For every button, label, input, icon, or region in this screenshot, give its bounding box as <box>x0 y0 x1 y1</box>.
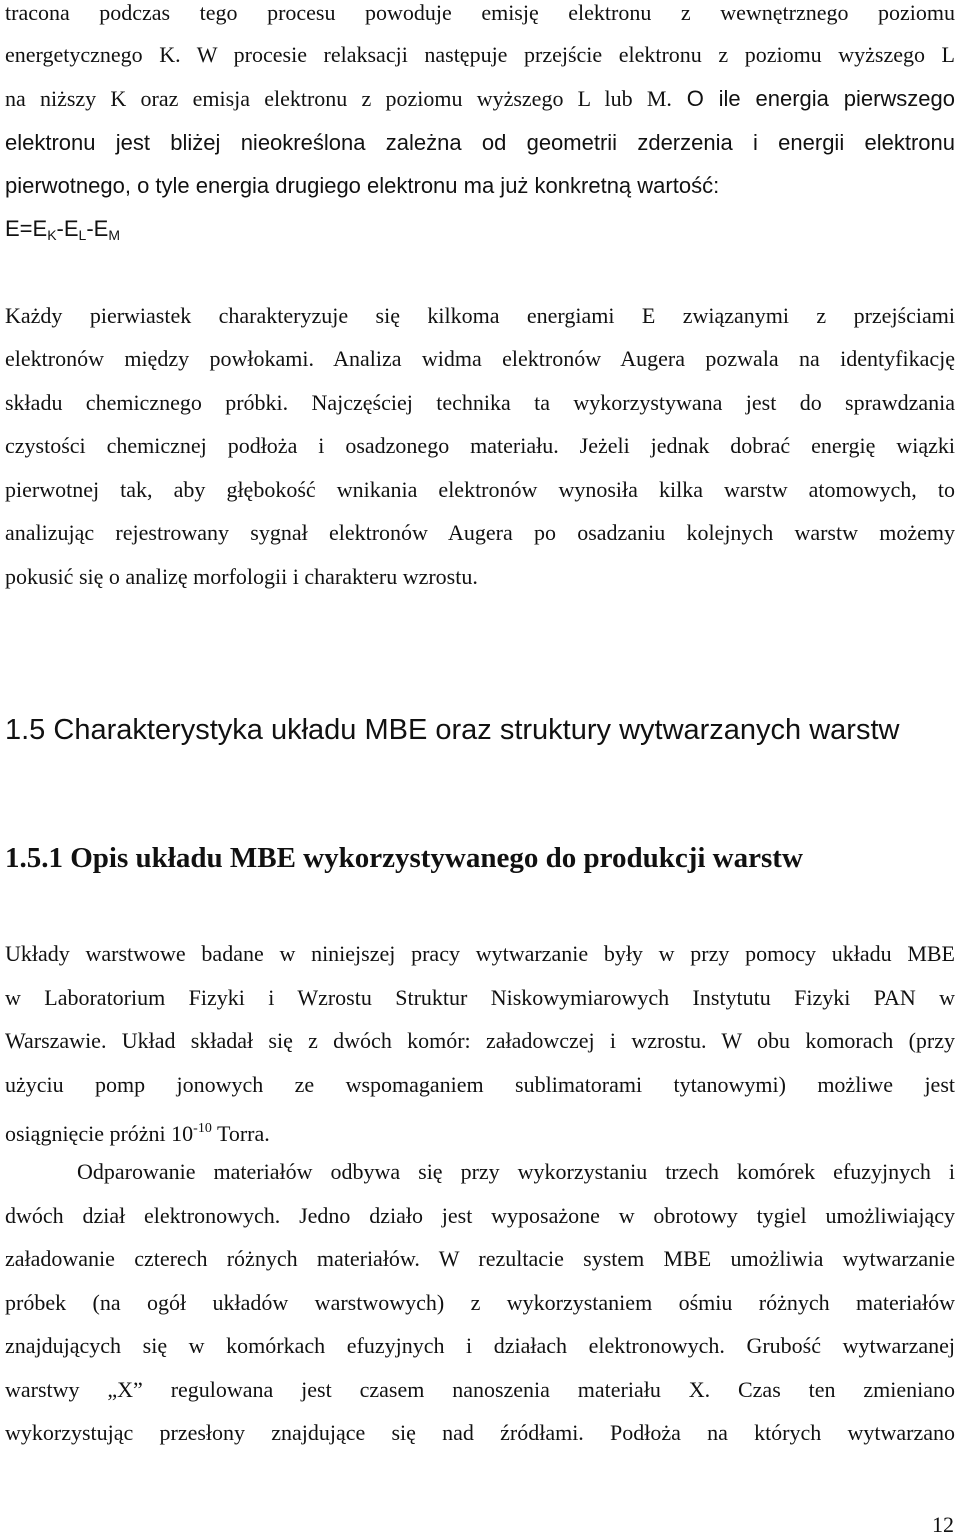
formula-sub-k: K <box>47 227 57 243</box>
paragraph-4-line-5: znajdujących się w komórkach efuzyjnych i działach elektronowych. Grubość wytwarzanej <box>5 1333 955 1358</box>
paragraph-2-line-1: Każdy pierwiastek charakteryzuje się kilkoma energiami E związanymi z przejściami <box>5 303 955 328</box>
paragraph-2-line-6: analizując rejestrowany sygnał elektronów Augera po osadzaniu kolejnych warstw możemy <box>5 520 955 545</box>
vacuum-exponent: -10 <box>193 1121 212 1136</box>
section-heading-1-5-1: 1.5.1 Opis układu MBE wykorzystywanego do produkcji warstw <box>5 842 803 874</box>
paragraph-1-line-3 <box>5 86 955 112</box>
paragraph-2-line-3: składu chemicznego próbki. Najczęściej technika ta wykorzystywana jest do sprawdzania <box>5 390 955 415</box>
paragraph-4-line-7: wykorzystując przesłony znajdujące się nad źródłami. Podłoża na których wytwarzano <box>5 1420 955 1445</box>
paragraph-4-line-2: dwóch dział elektronowych. Jedno działo jest wyposażone w obrotowy tygiel umożliwiający <box>5 1203 955 1228</box>
paragraph-1-line-3-sans: O ile energia pierwszego <box>671 86 955 111</box>
vacuum-text: osiągnięcie próżni 10 <box>5 1121 194 1146</box>
paragraph-2-line-2: elektronów między powłokami. Analiza widma elektronów Augera pozwala na identyfikację <box>5 346 955 371</box>
formula-e: E=E <box>5 216 48 241</box>
paragraph-4-line-1: Odparowanie materiałów odbywa się przy wykorzystaniu trzech komórek efuzyjnych i <box>77 1159 955 1184</box>
paragraph-3-line-5 <box>5 1116 955 1147</box>
paragraph-1-line-1: tracona podczas tego procesu powoduje emisję elektronu z wewnętrznego poziomu <box>5 0 955 25</box>
formula-dash-2: -E <box>86 216 109 241</box>
page-number: 12 <box>932 1512 954 1537</box>
paragraph-1-line-5: pierwotnego, o tyle energia drugiego elektronu ma już konkretną wartość: <box>5 173 720 198</box>
paragraph-1-line-3-serif: na niższy K oraz emisja elektronu z poziomu wyższego L lub M. <box>5 86 672 111</box>
vacuum-unit: Torra. <box>211 1121 270 1146</box>
paragraph-2-line-5: pierwotnej tak, aby głębokość wnikania elektronów wynosiła kilka warstw atomowych, to <box>5 477 955 502</box>
paragraph-4-line-3: załadowanie czterech różnych materiałów. W rezultacie system MBE umożliwia wytwarzanie <box>5 1246 955 1271</box>
paragraph-4-line-6: warstwy „X” regulowana jest czasem nanoszenia materiału X. Czas ten zmieniano <box>5 1377 955 1402</box>
energy-formula <box>5 216 955 248</box>
paragraph-3-line-3: Warszawie. Układ składał się z dwóch komór: załadowczej i wzrostu. W obu komorach (przy <box>5 1028 955 1053</box>
formula-dash-1: -E <box>56 216 79 241</box>
section-heading-1-5: 1.5 Charakterystyka układu MBE oraz struktury wytwarzanych warstw <box>5 714 900 746</box>
paragraph-3-line-4: użyciu pomp jonowych ze wspomaganiem sublimatorami tytanowymi) możliwe jest <box>5 1072 955 1097</box>
formula-sub-m: M <box>108 227 121 243</box>
paragraph-1-line-4: elektronu jest bliżej nieokreślona zależna od geometrii zderzenia i energii elektronu <box>5 130 955 155</box>
paragraph-4-line-4: próbek (na ogół układów warstwowych) z wykorzystaniem ośmiu różnych materiałów <box>5 1290 955 1315</box>
paragraph-2-line-7: pokusić się o analizę morfologii i charakteru wzrostu. <box>5 564 478 589</box>
paragraph-1-line-2: energetycznego K. W procesie relaksacji następuje przejście elektronu z poziomu wyższego L <box>5 42 955 67</box>
formula-sub-l: L <box>78 227 87 243</box>
paragraph-3-line-2: w Laboratorium Fizyki i Wzrostu Struktur Niskowymiarowych Instytutu Fizyki PAN w <box>5 985 955 1010</box>
paragraph-2-line-4: czystości chemicznej podłoża i osadzonego materiału. Jeżeli jednak dobrać energię wiązki <box>5 433 955 458</box>
paragraph-3-line-1: Układy warstwowe badane w niniejszej pracy wytwarzanie były w przy pomocy układu MBE <box>5 941 955 966</box>
